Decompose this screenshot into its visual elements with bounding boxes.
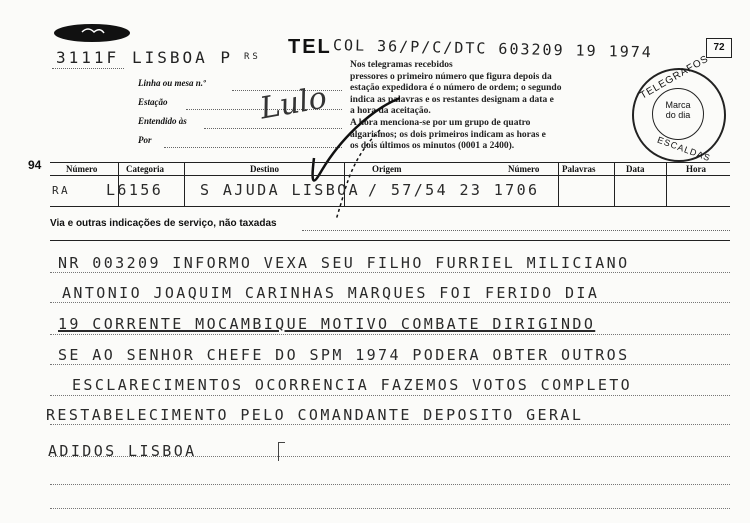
date-stamp bbox=[632, 53, 726, 164]
stamp-ring-bottom: ESCALDAS bbox=[655, 134, 713, 164]
message-line-2: ANTONIO JOAQUIM CARINHAS MARQUES FOI FERIDO DIA bbox=[62, 284, 600, 302]
message-line-3: 19 CORRENTE MOCAMBIQUE MOTIVO COMBATE DIRIGINDO bbox=[58, 315, 596, 333]
message-line-1: NR 003209 INFORMO VEXA SEU FILHO FURRIEL MILICIANO bbox=[58, 254, 630, 272]
col-numero: Número bbox=[66, 164, 98, 174]
row-destination: S AJUDA LISBOA bbox=[200, 181, 361, 199]
stamp-label: Marca bbox=[665, 100, 691, 110]
notice-line: estação expedidora é o número de ordem; o segundo bbox=[350, 83, 562, 94]
telegraph-logo-icon bbox=[52, 22, 132, 44]
reference-line: COL 36/P/C/DTC 603209 19 1974 bbox=[332, 36, 654, 62]
row-number: L6156 bbox=[106, 181, 164, 199]
box-number: 72 bbox=[706, 38, 732, 58]
handwritten-signature: Lulo bbox=[257, 80, 330, 127]
service-label: Via e outras indicações de serviço, não taxadas bbox=[50, 218, 277, 229]
header-origin: LISBOA P bbox=[132, 48, 234, 67]
notice-line: indica as palavras e os restantes designam a data e bbox=[350, 94, 554, 105]
col-data: Data bbox=[626, 164, 645, 174]
col-palavras: Palavras bbox=[562, 164, 596, 174]
header-origin-suffix: RS bbox=[244, 52, 261, 62]
field-label-estacao: Estação bbox=[138, 97, 168, 107]
message-line-6: RESTABELECIMENTO PELO COMANDANTE DEPOSITO GERAL bbox=[46, 406, 584, 424]
notice-line: os dois últimos os minutos (0001 a 2400). bbox=[350, 141, 515, 152]
message-line-4: SE AO SENHOR CHEFE DO SPM 1974 PODERA OBTER OUTROS bbox=[58, 346, 630, 364]
stamp-ring-top: TELEGRAFOS bbox=[638, 53, 711, 102]
notice-line: Nos telegramas recebidos bbox=[350, 60, 453, 70]
notice-line: algarismos; os dois primeiros indicam as horas e bbox=[350, 129, 546, 140]
notice-line: pressores o primeiro número que figura depois da bbox=[350, 71, 552, 82]
col-numero-2: Número bbox=[508, 164, 540, 174]
field-label-por: Por bbox=[138, 135, 152, 145]
col-destino: Destino bbox=[250, 164, 279, 174]
message-line-7: ADIDOS LISBOA bbox=[48, 442, 197, 460]
field-label-linha: Linha ou mesa n.º bbox=[138, 78, 206, 88]
pen-mark-icon bbox=[300, 90, 410, 230]
notice-line: A hora menciona-se por um grupo de quatro bbox=[350, 117, 531, 128]
stamp-label: do dia bbox=[665, 110, 691, 120]
col-origem: Origem bbox=[372, 164, 402, 174]
col-hora: Hora bbox=[686, 164, 706, 174]
side-number: 94 bbox=[28, 158, 42, 172]
field-label-entendido: Entendido às bbox=[138, 116, 187, 126]
row-prefix: RA bbox=[52, 184, 71, 197]
notice-line: a hora da aceitação. bbox=[350, 106, 431, 117]
col-categoria: Categoria bbox=[126, 164, 164, 174]
message-line-5: ESCLARECIMENTOS OCORRENCIA FAZEMOS VOTOS COMPLETO bbox=[72, 376, 633, 394]
row-rest: / 57/54 23 1706 bbox=[368, 181, 540, 199]
form-title: TEL bbox=[288, 36, 332, 58]
header-number: 3111F bbox=[56, 48, 120, 67]
